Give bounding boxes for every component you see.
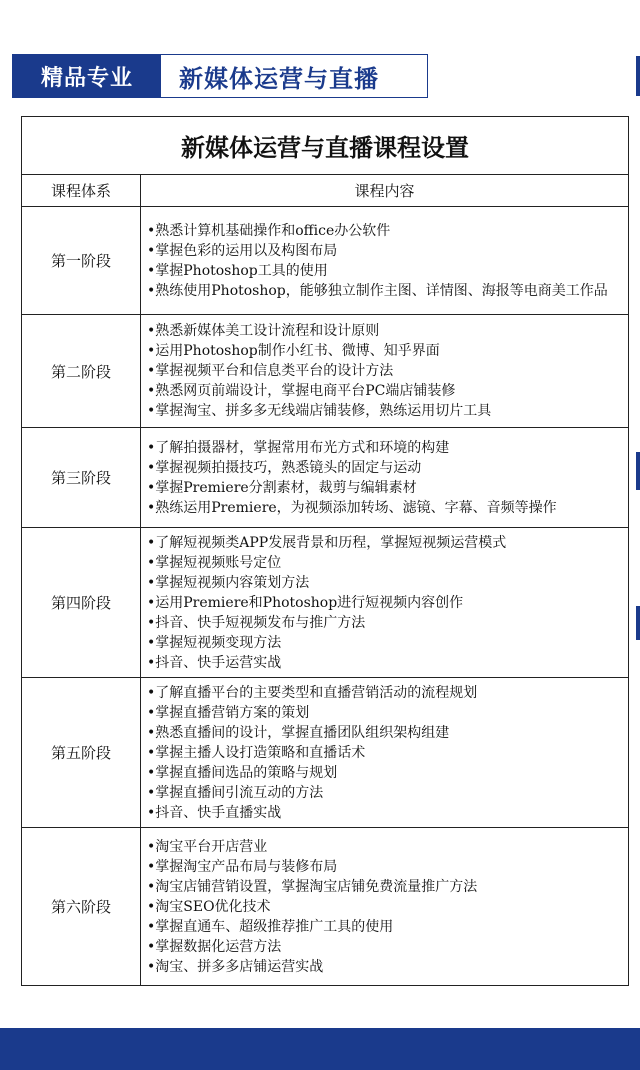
column-header-stage: 课程体系	[22, 175, 141, 207]
course-table	[21, 116, 629, 986]
list-item: •掌握短视频账号定位	[147, 554, 282, 571]
content-cell	[141, 828, 629, 986]
list-item: •抖音、快手短视频发布与推广方法	[147, 614, 366, 631]
list-item: •抖音、快手运营实战	[147, 654, 282, 671]
list-item: •了解拍摄器材，掌握常用布光方式和环境的构建	[147, 439, 450, 456]
list-item: •掌握视频平台和信息类平台的设计方法	[147, 363, 394, 379]
list-item: •熟悉直播间的设计，掌握直播团队组织架构组建	[147, 724, 450, 741]
table-row	[22, 528, 629, 678]
table-title: 新媒体运营与直播课程设置	[22, 117, 629, 175]
content-cell	[141, 207, 629, 315]
list-item: •淘宝、拼多多店铺运营实战	[147, 958, 324, 975]
table-row	[22, 678, 629, 828]
list-item: •掌握淘宝产品布局与装修布局	[147, 858, 338, 875]
stage-cell: 第一阶段	[22, 207, 141, 315]
list-item: •掌握视频拍摄技巧，熟悉镜头的固定与运动	[147, 459, 422, 476]
table-row	[22, 207, 629, 315]
list-item: •掌握色彩的运用以及构图布局	[147, 242, 338, 259]
table-row	[22, 428, 629, 528]
list-item: •淘宝SEO优化技术	[147, 898, 271, 915]
list-item: •掌握短视频变现方法	[147, 634, 282, 651]
list-item: •抖音、快手直播实战	[147, 804, 282, 821]
list-item: •熟悉新媒体美工设计流程和设计原则	[147, 323, 380, 339]
header-title: 新媒体运营与直播	[161, 55, 427, 97]
content-cell	[141, 678, 629, 828]
list-item: •淘宝平台开店营业	[147, 838, 268, 855]
list-item: •熟悉计算机基础操作和office办公软件	[147, 222, 391, 239]
list-item: •掌握Photoshop工具的使用	[147, 262, 328, 279]
list-item: •了解直播平台的主要类型和直播营销活动的流程规划	[147, 684, 478, 701]
list-item: •掌握直播营销方案的策划	[147, 704, 310, 721]
column-header-content: 课程内容	[141, 175, 629, 207]
list-item: •运用Premiere和Photoshop进行短视频内容创作	[147, 594, 464, 611]
list-item: •掌握主播人设打造策略和直播话术	[147, 744, 366, 761]
header-badge: 精品专业	[13, 55, 161, 97]
stage-cell: 第三阶段	[22, 428, 141, 528]
list-item: •掌握短视频内容策划方法	[147, 574, 310, 591]
stage-cell: 第二阶段	[22, 315, 141, 428]
list-item: •熟练运用Premiere，为视频添加转场、滤镜、字幕、音频等操作	[147, 499, 557, 516]
content-cell	[141, 428, 629, 528]
list-item: •掌握Premiere分割素材，裁剪与编辑素材	[147, 479, 417, 496]
list-item: •运用Photoshop制作小红书、微博、知乎界面	[147, 343, 440, 359]
list-item: •掌握直通车、超级推荐推广工具的使用	[147, 918, 394, 935]
content-cell	[141, 528, 629, 678]
list-item: •掌握淘宝、拼多多无线端店铺装修，熟练运用切片工具	[147, 403, 492, 419]
list-item: •掌握直播间选品的策略与规划	[147, 764, 338, 781]
table-row	[22, 828, 629, 986]
stage-cell: 第四阶段	[22, 528, 141, 678]
stage-cell: 第五阶段	[22, 678, 141, 828]
list-item: •了解短视频类APP发展背景和历程，掌握短视频运营模式	[147, 534, 507, 551]
list-item: •熟悉网页前端设计，掌握电商平台PC端店铺装修	[147, 383, 456, 399]
edge-decoration	[636, 606, 640, 640]
list-item: •掌握直播间引流互动的方法	[147, 784, 324, 801]
footer-bar	[0, 1028, 640, 1070]
edge-decoration	[636, 452, 640, 490]
table-row	[22, 315, 629, 428]
edge-decoration	[636, 56, 640, 96]
list-item: •淘宝店铺营销设置，掌握淘宝店铺免费流量推广方法	[147, 878, 478, 895]
stage-cell: 第六阶段	[22, 828, 141, 986]
list-item: •掌握数据化运营方法	[147, 938, 282, 955]
content-cell	[141, 315, 629, 428]
list-item: •熟练使用Photoshop，能够独立制作主图、详情图、海报等电商美工作品	[147, 282, 608, 299]
section-header	[12, 54, 428, 98]
